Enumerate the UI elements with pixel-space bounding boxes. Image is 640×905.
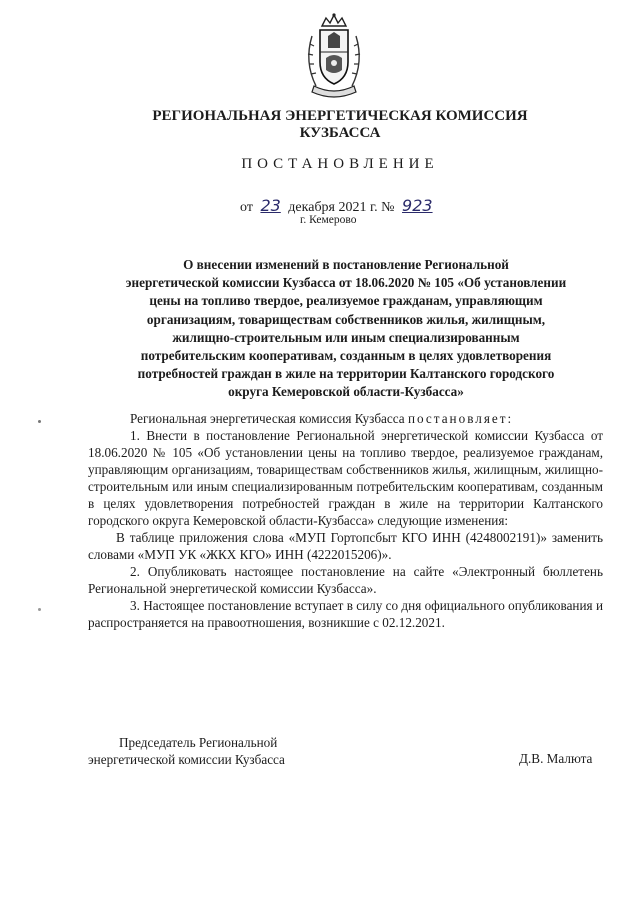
document-type: ПОСТАНОВЛЕНИЕ xyxy=(241,156,439,172)
margin-mark xyxy=(38,420,41,423)
intro-verb: постановляет: xyxy=(407,411,514,426)
subject-line: цены на топливо твердое, реализуемое гражданам, управляющим xyxy=(149,293,543,309)
subject-line: энергетической комиссии Кузбасса от 18.06.2020 № 105 «Об установлении xyxy=(125,275,567,291)
city: г. Кемерово xyxy=(300,214,357,226)
item-3: 3. Настоящее постановление вступает в силу со дня официального опубликования и распространяется на правоотношения, возникшие с 02.12.2021. xyxy=(88,598,603,630)
subject-line: округа Кемеровской области-Кузбасса» xyxy=(228,384,464,400)
intro-paragraph xyxy=(88,410,603,427)
signatory-title-line2: энергетической комиссии Кузбасса xyxy=(88,752,285,767)
signatory-name: Д.В. Малюта xyxy=(519,751,593,766)
date-month-year: декабря 2021 г. xyxy=(288,200,378,215)
margin-mark xyxy=(38,608,41,611)
signatory-title-line1: Председатель Региональной xyxy=(119,735,278,750)
coat-of-arms-icon xyxy=(298,12,370,102)
subject-line: О внесении изменений в постановление Региональной xyxy=(183,257,509,272)
document-subject xyxy=(96,256,596,402)
item-1: 1. Внести в постановление Региональной энергетической комиссии Кузбасса от 18.06.2020 № 105 «Об установлении цены на топливо твердое, реализуемое гражданам, управляющим организациям, товариществам собственников жилья, жилищным, жилищно-строительным или иным специализированным потребительским кооперативам, созданным в целях удовлетворения потребностей граждан в жиле на территории Калтанского городского округа Кемеровской области-Кузбасса» следующие изменения: xyxy=(88,428,603,528)
date-prefix: от xyxy=(240,200,253,215)
document-body xyxy=(88,410,603,631)
item-1-detail: В таблице приложения слова «МУП Гортопсбыт КГО ИНН (4248002191)» заменить словами «МУП УК «ЖКХ КГО» ИНН (4222015206)». xyxy=(88,530,603,562)
subject-line: жилищно-строительным или иным специализированным xyxy=(172,329,520,345)
signatory-title xyxy=(88,734,285,768)
subject-line: потребностей граждан в жиле на территории Калтанского городского xyxy=(137,366,555,382)
organization-name-line2: КУЗБАССА xyxy=(299,125,381,141)
subject-line: организациям, товариществам собственников жилья, жилищным, xyxy=(146,311,546,327)
document-number-handwritten: 923 xyxy=(402,196,433,215)
item-2: 2. Опубликовать настоящее постановление на сайте «Электронный бюллетень Региональной энергетической комиссии Кузбасса». xyxy=(88,564,603,596)
intro-text: Региональная энергетическая комиссия Кузбасса xyxy=(130,411,405,426)
date-line xyxy=(240,196,437,216)
organization-name xyxy=(0,108,640,142)
date-day-handwritten: 23 xyxy=(260,196,281,215)
organization-name-line1: РЕГИОНАЛЬНАЯ ЭНЕРГЕТИЧЕСКАЯ КОМИССИЯ xyxy=(152,108,528,124)
subject-line: потребительским кооперативам, созданным в целях удовлетворения xyxy=(140,348,552,364)
number-sign: № xyxy=(381,200,395,215)
